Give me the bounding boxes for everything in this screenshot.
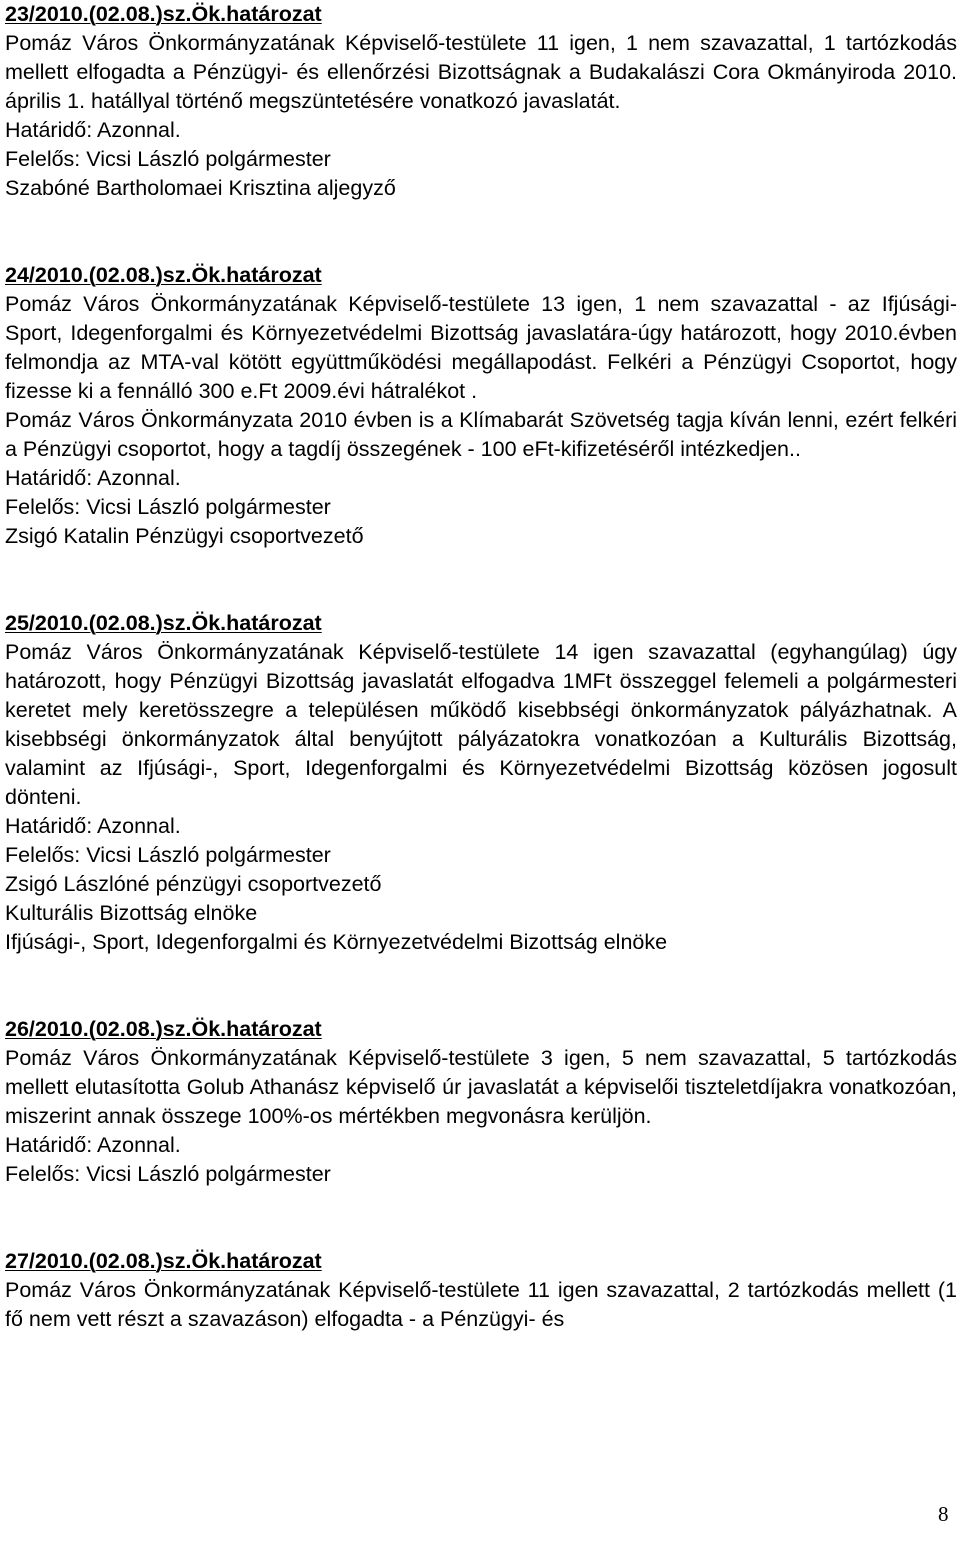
section-spacer [5,957,957,1015]
responsible-line: Ifjúsági-, Sport, Idegenforgalmi és Környezetvédelmi Bizottság elnöke [5,930,668,954]
resolution-heading: 23/2010.(02.08.)sz.Ök.határozat [5,2,322,26]
resolution-heading: 25/2010.(02.08.)sz.Ök.határozat [5,611,322,635]
resolution-heading: 26/2010.(02.08.)sz.Ök.határozat [5,1017,322,1041]
resolution-body: Pomáz Város Önkormányzatának Képviselő-testülete 11 igen, 1 nem szavazattal, 1 tartózkodás mellett elfogadta a Pénzügyi- és ellenőrzési Bizottságnak a Budakalászi Cora Okmányiroda 2010. április 1. hatállyal történő megszüntetésére vonatkozó javaslatát. [5,31,957,113]
section-spacer [5,551,957,609]
document-page [5,0,957,1334]
responsible-line: Kulturális Bizottság elnöke [5,901,258,925]
responsible-line: Zsigó Katalin Pénzügyi csoportvezető [5,524,364,548]
resolution-body-secondary: Pomáz Város Önkormányzata 2010 évben is a Klímabarát Szövetség tagja kíván lenni, ezért felkéri a Pénzügyi csoportot, hogy a tagdíj összegének - 100 eFt-kifizetéséről intézkedjen.. [5,408,957,461]
responsible-line: Felelős: Vicsi László polgármester [5,843,331,867]
section-spacer [5,203,957,261]
resolution-heading: 24/2010.(02.08.)sz.Ök.határozat [5,263,322,287]
resolution-body: Pomáz Város Önkormányzatának Képviselő-testülete 13 igen, 1 nem szavazattal - az Ifjúsági- Sport, Idegenforgalmi és Környezetvédelmi Bizottság javaslatára-úgy határozott, hogy 2010.évben felmondja az MTA-val kötött együttműködési megállapodást. Felkéri a Pénzügyi Csoportot, hogy fizesse ki a fennálló 300 e.Ft 2009.évi hátralékot . [5,292,957,403]
responsible-line: Felelős: Vicsi László polgármester [5,495,331,519]
resolution-body: Pomáz Város Önkormányzatának Képviselő-testülete 11 igen szavazattal, 2 tartózkodás mellett (1 fő nem vett részt a szavazáson) elfogadta - a Pénzügyi- és [5,1278,957,1331]
resolution-25 [5,609,957,957]
resolution-26 [5,1015,957,1189]
responsible-line: Zsigó Lászlóné pénzügyi csoportvezető [5,872,382,896]
resolution-27 [5,1247,957,1334]
responsible-line: Szabóné Bartholomaei Krisztina aljegyző [5,176,396,200]
deadline-line: Határidő: Azonnal. [5,466,181,490]
responsible-line: Felelős: Vicsi László polgármester [5,147,331,171]
deadline-line: Határidő: Azonnal. [5,1133,181,1157]
page-number: 8 [938,1502,949,1526]
resolution-23 [5,0,957,203]
resolution-body: Pomáz Város Önkormányzatának Képviselő-testülete 3 igen, 5 nem szavazattal, 5 tartózkodás mellett elutasította Golub Athanász képviselő úr javaslatát a képviselői tiszteletdíjakra vonatkozóan, miszerint annak összege 100%-os mértékben megvonásra kerüljön. [5,1046,957,1128]
deadline-line: Határidő: Azonnal. [5,118,181,142]
resolution-24 [5,261,957,551]
resolution-body: Pomáz Város Önkormányzatának Képviselő-testülete 14 igen szavazattal (egyhangúlag) úgy határozott, hogy Pénzügyi Bizottság javaslatát elfogadva 1MFt összeggel felemeli a polgármesteri keretet mely keretösszegre a településen működő kisebbségi önkormányzatok pályázhatnak. A kisebbségi önkormányzatok által benyújtott pályázatokra vonatkozóan a Kulturális Bizottság, valamint az Ifjúsági-, Sport, Idegenforgalmi és Környezetvédelmi Bizottság közösen jogosult dönteni. [5,640,957,809]
section-spacer [5,1189,957,1247]
deadline-line: Határidő: Azonnal. [5,814,181,838]
resolution-heading: 27/2010.(02.08.)sz.Ök.határozat [5,1249,322,1273]
responsible-line: Felelős: Vicsi László polgármester [5,1162,331,1186]
